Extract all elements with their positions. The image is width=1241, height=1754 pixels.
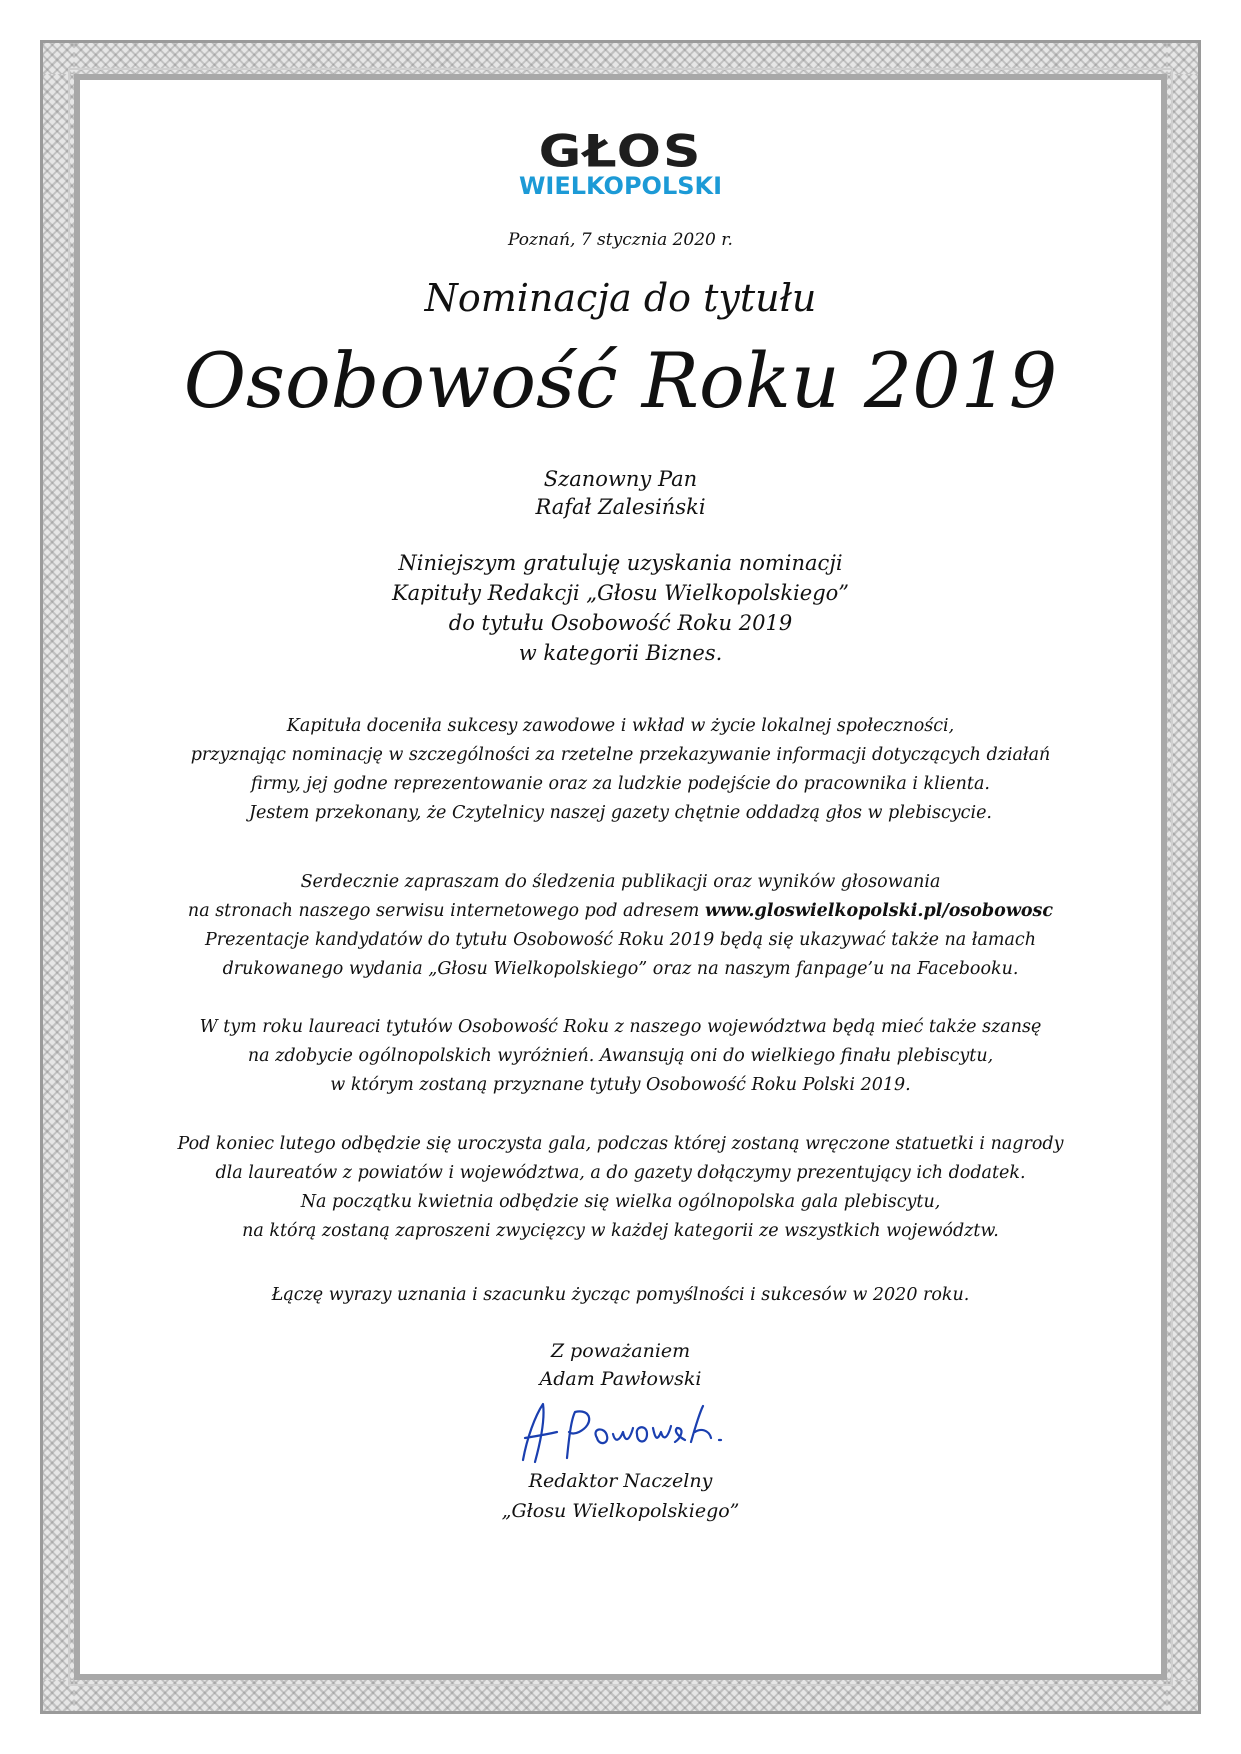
congrats-line: do tytułu Osobowość Roku 2019	[448, 611, 793, 635]
paragraph-merits	[120, 712, 1121, 828]
paragraph-line: Pod koniec lutego odbędzie się uroczysta gala, podczas której zostaną wręczone statuetki i nagrody	[177, 1134, 1064, 1154]
addressee-name: Rafał Zalesiński	[535, 495, 706, 519]
subtitle: Nominacja do tytułu	[424, 276, 817, 320]
congrats-line: Niniejszym gratuluję uzyskania nominacji	[398, 551, 843, 575]
newspaper-logo	[0, 126, 1241, 200]
paragraph-line: Kapituła doceniła sukcesy zawodowe i wkład w życie lokalnej społeczności,	[286, 716, 955, 736]
role-title: Redaktor Naczelny	[528, 1470, 713, 1492]
paragraph-line	[120, 897, 1121, 926]
paragraph-line: w którym zostaną przyznane tytuły Osobowość Roku Polski 2019.	[330, 1075, 911, 1095]
paragraph-line: W tym roku laureaci tytułów Osobowość Roku z naszego województwa będą mieć także szansę	[199, 1017, 1042, 1037]
signer-name: Adam Pawłowski	[539, 1368, 702, 1390]
paragraph-national-final	[120, 1013, 1121, 1100]
paragraph-line: Jestem przekonany, że Czytelnicy naszej gazety chętnie oddadzą głos w plebiscycie.	[248, 803, 992, 823]
logo-line-2: WIELKOPOLSKI	[518, 172, 723, 200]
page-title: Osobowość Roku 2019	[183, 336, 1058, 425]
role-newspaper: „Głosu Wielkopolskiego”	[501, 1500, 740, 1522]
paragraph-line: na zdobycie ogólnopolskich wyróżnień. Awansują oni do wielkiego finału plebiscytu,	[247, 1046, 994, 1066]
congratulations	[120, 548, 1121, 668]
paragraph-wishes: Łączę wyrazy uznania i szacunku życząc pomyślności i sukcesów w 2020 roku.	[271, 1285, 970, 1305]
paragraph-line: Prezentacje kandydatów do tytułu Osobowość Roku 2019 będą się ukazywać także na łamach	[205, 930, 1036, 950]
closing	[120, 1337, 1121, 1393]
paragraph-line: firmy, jej godne reprezentowanie oraz za ludzkie podejście do pracownika i klienta.	[251, 774, 990, 794]
paragraph-line: dla laureatów z powiatów i województwa, a do gazety dołączymy prezentujący ich dodatek.	[215, 1163, 1026, 1183]
paragraph-line: Na początku kwietnia odbędzie się wielka ogólnopolska gala plebiscytu,	[300, 1192, 941, 1212]
paragraph-text: na stronach naszego serwisu internetowego pod adresem	[187, 901, 700, 921]
congrats-line: Kapituły Redakcji „Głosu Wielkopolskiego”	[391, 581, 850, 605]
closing-phrase: Z poważaniem	[550, 1340, 691, 1362]
website-link[interactable]: www.gloswielkopolski.pl/osobowosc	[704, 901, 1054, 921]
addressee-salutation: Szanowny Pan	[543, 467, 698, 491]
paragraph-gala	[120, 1130, 1121, 1246]
handwritten-signature	[505, 1398, 735, 1468]
paragraph-invitation	[120, 868, 1121, 984]
signer-role	[120, 1466, 1121, 1526]
addressee	[120, 465, 1121, 521]
paragraph-line: przyznając nominację w szczególności za rzetelne przekazywanie informacji dotyczących działań	[190, 745, 1051, 765]
paragraph-line: Serdecznie zapraszam do śledzenia publikacji oraz wyników głosowania	[300, 872, 941, 892]
letter-date: Poznań, 7 stycznia 2020 r.	[508, 230, 733, 250]
logo-line-1: GŁOS	[538, 126, 703, 178]
paragraph-line: drukowanego wydania „Głosu Wielkopolskiego” oraz na naszym fanpage’u na Facebooku.	[222, 959, 1019, 979]
congrats-line: w kategorii Biznes.	[518, 641, 723, 665]
paragraph-line: na którą zostaną zaproszeni zwycięzcy w każdej kategorii ze wszystkich województw.	[242, 1221, 999, 1241]
